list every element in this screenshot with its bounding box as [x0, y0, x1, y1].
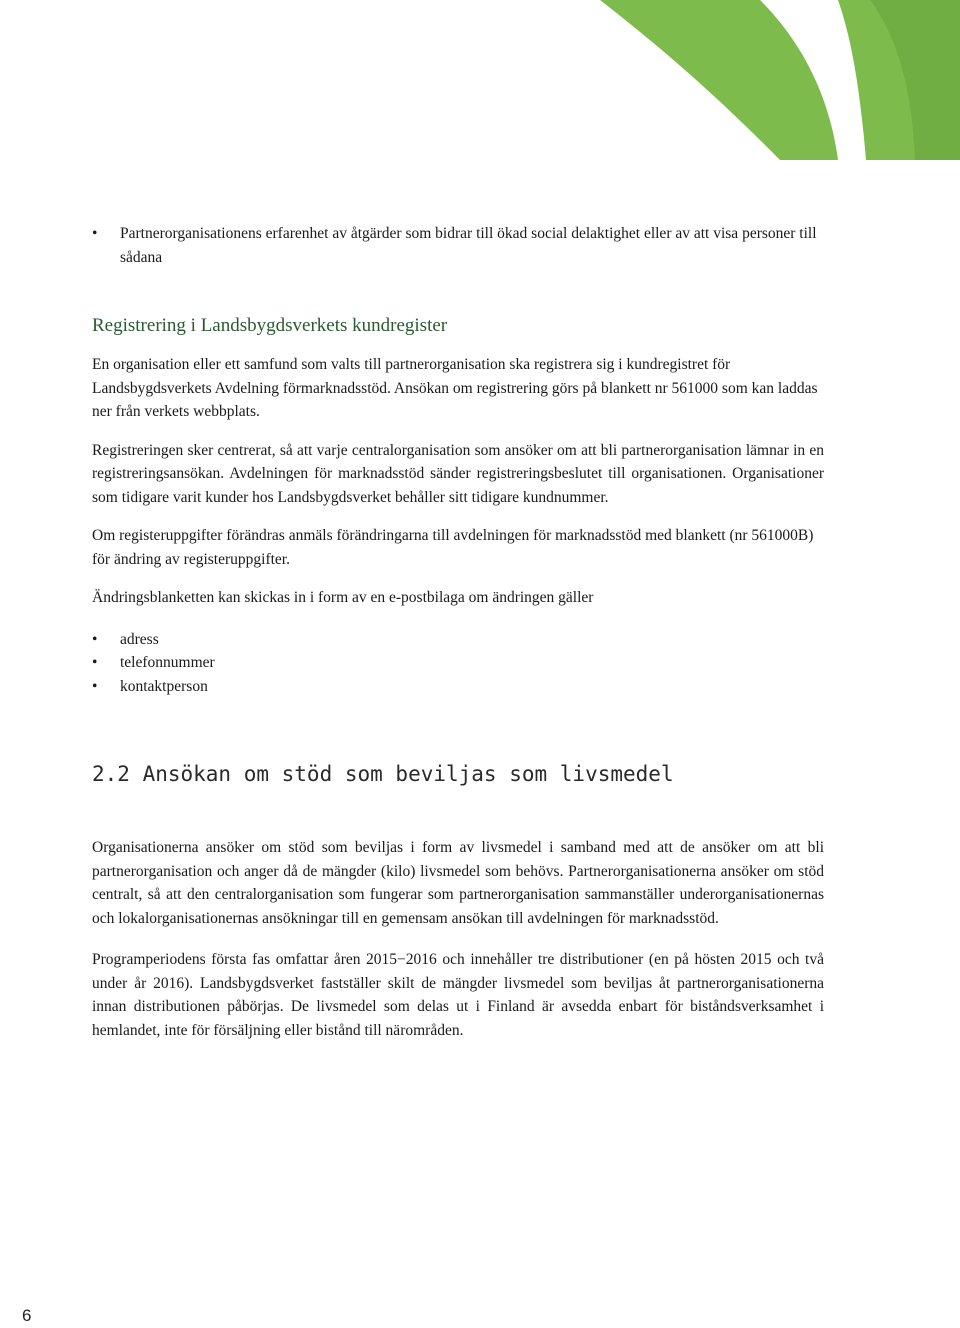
- bullet-icon: •: [92, 225, 98, 242]
- registration-paragraph-3: Om registeruppgifter förändras anmäls förändringarna till avdelningen för marknadsstöd med blankett (nr 561000B) för ändring av registeruppgifter.: [92, 527, 814, 568]
- list-item: [92, 628, 824, 652]
- page-content: [92, 222, 824, 1042]
- list-item-text: adress: [120, 630, 159, 648]
- bullet-icon: •: [92, 677, 98, 695]
- list-item-text: telefonnummer: [120, 654, 215, 671]
- change-list: [92, 628, 824, 699]
- list-item-text: Partnerorganisationens erfarenhet av åtgärder som bidrar till ökad social delaktighet eller av att visa personer till sådana: [120, 225, 817, 266]
- section-2-2-paragraph-2: Programperiodens första fas omfattar åren 2015−2016 och innehåller tre distributioner (en på hösten 2015 och två under år 2016). Landsbygdsverket fastställer skilt de mängder livsmedel som beviljas åt partnerorganisationerna innan distributionen påbörjas. De livsmedel som delas ut i Finland är avsedda enbart för biståndsverksamhet i hemlandet, inte för försäljning eller bistånd till närområden.: [92, 951, 824, 1039]
- bullet-icon: •: [92, 630, 98, 648]
- registration-paragraph-2: Registreringen sker centrerat, så att varje centralorganisation som ansöker om att bli partnerorganisation lämnar in en registreringsansökan. Avdelningen för marknadsstöd sänder registreringsbeslutet till organisationen. Organisationer som tidigare varit kunder hos Landsbygdsverket behåller sitt tidigare kundnummer.: [92, 441, 824, 506]
- list-item-text: kontaktperson: [120, 677, 208, 695]
- list-item: [92, 651, 824, 675]
- header-leaf-graphic: [0, 0, 960, 160]
- section-2-2-heading: 2.2 Ansökan om stöd som beviljas som livsmedel: [92, 762, 674, 786]
- bullet-icon: •: [92, 654, 98, 671]
- section-2-2-paragraph-1: Organisationerna ansöker om stöd som beviljas i form av livsmedel i samband med att de ansöker om att bli partnerorganisation och anger då de mängder (kilo) livsmedel som behövs. Partnerorganisationerna ansöker om stöd centralt, så att den centralorganisation som fungerar som partnerorganisation sammanställer underorganisationernas och lokalorganisationernas ansökningar till en gemensam ansökan till avdelningen för marknadsstöd.: [92, 839, 824, 927]
- page-number: 6: [22, 1306, 32, 1325]
- list-item: [92, 222, 824, 269]
- registration-heading: Registrering i Landsbygdsverkets kundregister: [92, 315, 448, 336]
- list-item: [92, 675, 824, 699]
- registration-paragraph-1: En organisation eller ett samfund som valts till partnerorganisation ska registrera sig i kundregistret för Landsbygdsverkets Avdelning förmarknadsstöd. Ansökan om registrering görs på blankett nr 561000 som kan laddas ner från verkets webbplats.: [92, 356, 818, 420]
- registration-paragraph-4: Ändringsblanketten kan skickas in i form av en e-postbilaga om ändringen gäller: [92, 589, 594, 606]
